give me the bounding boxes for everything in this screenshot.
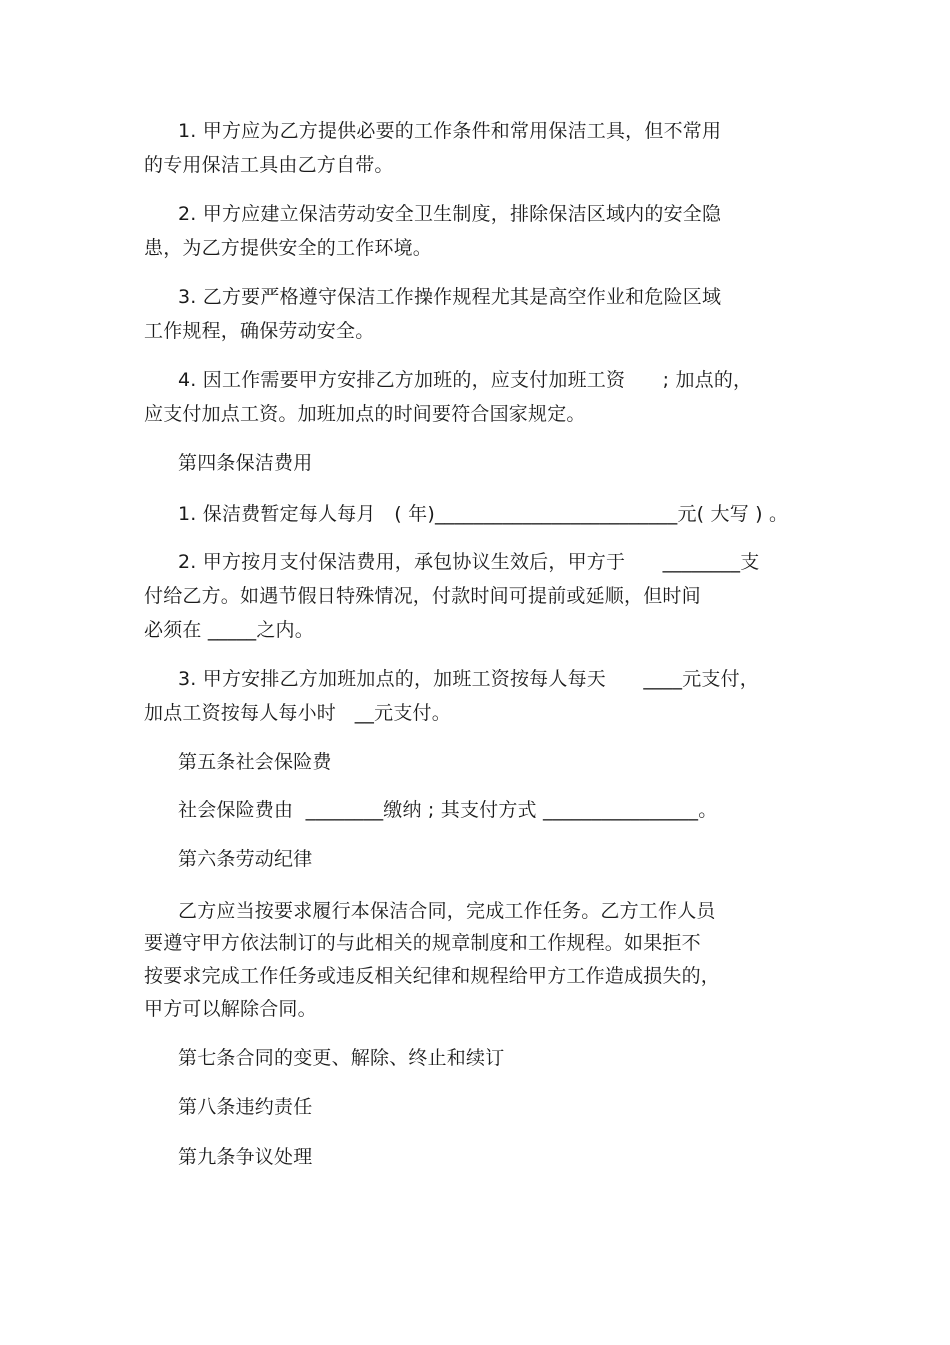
clause-6-line-2: 要遵守甲方依法制订的与此相关的规章制度和工作规程。如果拒不 xyxy=(144,932,701,954)
clause-6-line-1: 乙方应当按要求履行本保洁合同，完成工作任务。乙方工作人员 xyxy=(178,900,716,922)
clause-4-item-3-line-1: 3. 甲方安排乙方加班加点的，加班工资按每人每天 ____元支付， xyxy=(178,668,760,690)
clause-3-item-4-line-2: 应支付加点工资。加班加点的时间要符合国家规定。 xyxy=(144,403,586,425)
clause-5-text: 社会保险费由 ________缴纳 ; 其支付方式 ________________。 xyxy=(178,799,718,821)
clause-4-item-2-line-1: 2. 甲方按月支付保洁费用，承包协议生效后，甲方于 ________支 xyxy=(178,551,760,573)
clause-6-line-4: 甲方可以解除合同。 xyxy=(144,998,317,1020)
section-heading-7: 第七条合同的变更、解除、终止和续订 xyxy=(178,1047,505,1069)
clause-3-item-3-line-2: 工作规程，确保劳动安全。 xyxy=(144,320,375,342)
section-heading-5: 第五条社会保险费 xyxy=(178,751,332,773)
clause-3-item-4-line-1: 4. 因工作需要甲方安排乙方加班的，应支付加班工资 ; 加点的， xyxy=(178,369,753,391)
section-heading-4: 第四条保洁费用 xyxy=(178,452,313,474)
clause-3-item-2-line-1: 2. 甲方应建立保洁劳动安全卫生制度，排除保洁区域内的安全隐 xyxy=(178,203,722,225)
clause-3-item-1-line-1: 1. 甲方应为乙方提供必要的工作条件和常用保洁工具，但不常用 xyxy=(178,120,722,142)
section-heading-9: 第九条争议处理 xyxy=(178,1146,313,1168)
clause-4-item-1: 1. 保洁费暂定每人每月 ( 年)_________________________元( 大写 ) 。 xyxy=(178,503,789,525)
clause-4-item-2-line-2: 付给乙方。如遇节假日特殊情况，付款时间可提前或延顺，但时间 xyxy=(144,585,701,607)
clause-4-item-3-line-2: 加点工资按每人每小时 __元支付。 xyxy=(144,702,451,724)
clause-6-line-3: 按要求完成工作任务或违反相关纪律和规程给甲方工作造成损失的， xyxy=(144,965,721,987)
section-heading-8: 第八条违约责任 xyxy=(178,1096,313,1118)
clause-3-item-1-line-2: 的专用保洁工具由乙方自带。 xyxy=(144,154,394,176)
clause-4-item-2-line-3: 必须在 _____之内。 xyxy=(144,619,314,641)
section-heading-6: 第六条劳动纪律 xyxy=(178,848,313,870)
clause-3-item-3-line-1: 3. 乙方要严格遵守保洁工作操作规程尤其是高空作业和危险区域 xyxy=(178,286,722,308)
clause-3-item-2-line-2: 患，为乙方提供安全的工作环境。 xyxy=(144,237,433,259)
